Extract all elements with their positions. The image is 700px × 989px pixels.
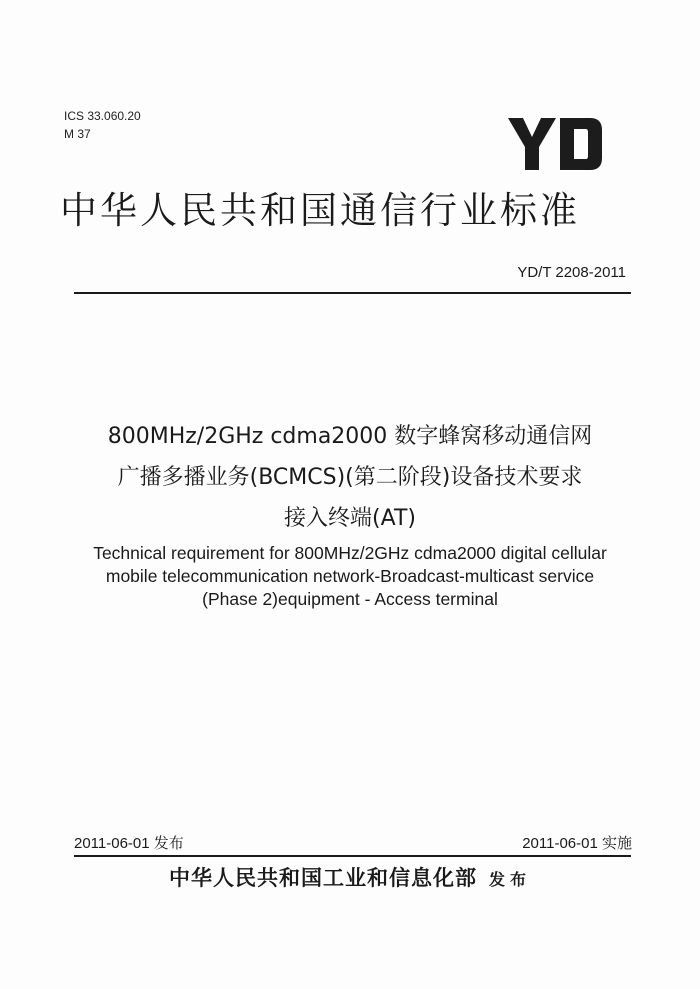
classification-block bbox=[64, 107, 141, 143]
yd-logo bbox=[508, 118, 604, 170]
bottom-divider bbox=[74, 855, 631, 857]
issuer-action: 发布 bbox=[488, 870, 531, 889]
ics-code: ICS 33.060.20 bbox=[64, 109, 141, 123]
organization-title: 中华人民共和国通信行业标准 bbox=[60, 189, 580, 232]
standard-number: YD/T 2208-2011 bbox=[517, 264, 626, 281]
chinese-title-line-1: 800MHz/2GHz cdma2000 数字蜂窝移动通信网 bbox=[107, 424, 593, 449]
issuing-authority: 中华人民共和国工业和信息化部 bbox=[168, 865, 477, 890]
english-title-line-1: Technical requirement for 800MHz/2GHz cdma2000 digital cellular bbox=[93, 543, 607, 563]
english-title-line-2: mobile telecommunication network-Broadcast-multicast service bbox=[105, 566, 595, 586]
issuer-row bbox=[0, 862, 700, 892]
english-title bbox=[60, 542, 640, 611]
classification-code: M 37 bbox=[64, 127, 91, 141]
chinese-title-line-2: 广播多播业务(BCMCS)(第二阶段)设备技术要求 bbox=[117, 465, 583, 490]
implementation-date: 2011-06-01 实施 bbox=[522, 835, 632, 852]
english-title-line-3: (Phase 2)equipment - Access terminal bbox=[202, 589, 498, 609]
chinese-title bbox=[60, 416, 640, 539]
issue-date: 2011-06-01 发布 bbox=[74, 835, 184, 852]
top-divider bbox=[74, 292, 631, 294]
chinese-title-line-3: 接入终端(AT) bbox=[284, 506, 416, 531]
